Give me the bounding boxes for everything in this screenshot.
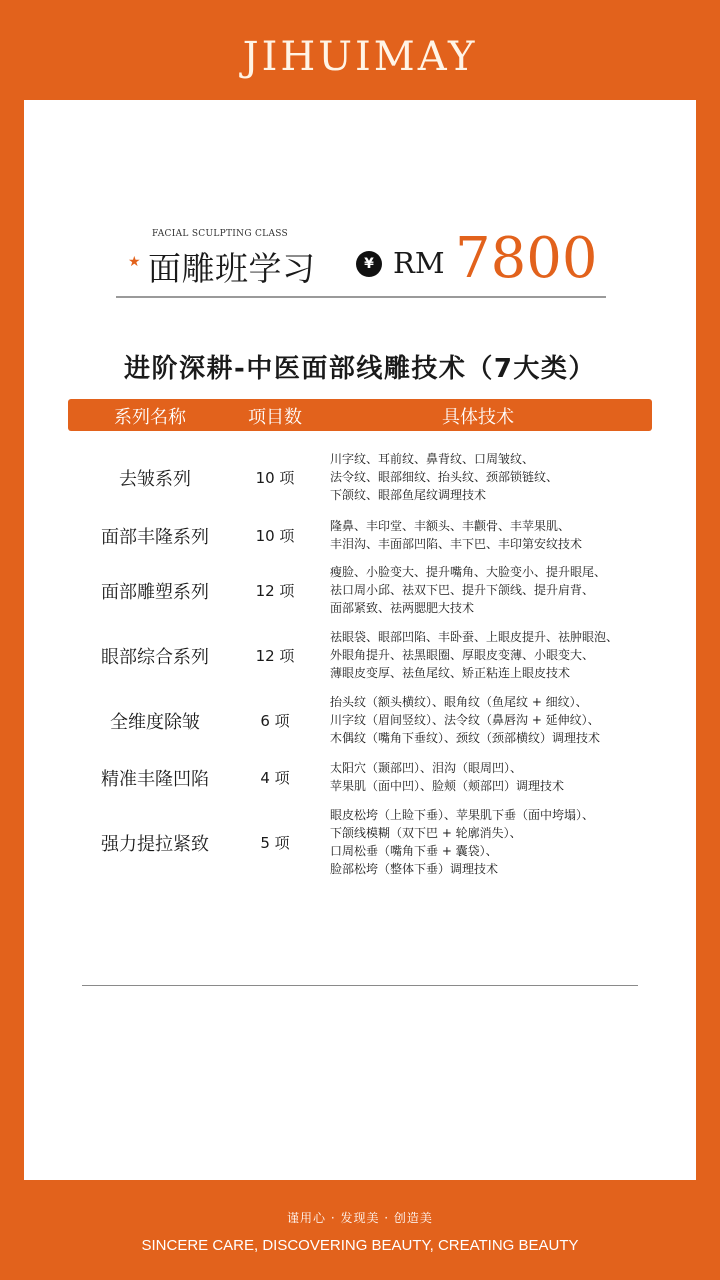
technique-line: 隆鼻、丰印堂、丰额头、丰颧骨、丰苹果肌、	[330, 519, 571, 533]
table-header	[68, 399, 652, 431]
technique-line: 川字纹、耳前纹、鼻背纹、口周皱纹、	[330, 452, 535, 466]
technique-list	[330, 628, 660, 682]
technique-line: 苹果肌（面中凹）、脸颊（颊部凹）调理技术	[330, 779, 565, 793]
yen-circle-icon: ¥	[356, 251, 382, 277]
technique-line: 脸部松垮（整体下垂）调理技术	[330, 862, 499, 876]
technique-line: 太阳穴（颞部凹）、泪沟（眼周凹）、	[330, 761, 523, 775]
item-count: 5 项	[260, 834, 290, 852]
class-title: 面雕班学习	[148, 249, 316, 288]
technique-list	[330, 450, 660, 504]
technique-list	[330, 759, 660, 795]
technique-line: 丰泪沟、丰面部凹陷、丰下巴、丰印第安纹技术	[330, 537, 583, 551]
column-header-count: 项目数	[248, 407, 302, 428]
technique-line: 瘦脸、小脸变大、提升嘴角、大脸变小、提升眼尾、	[330, 565, 607, 579]
technique-line: 面部紧致、祛两腮肥大技术	[330, 601, 475, 615]
item-count: 4 项	[260, 769, 290, 787]
item-count: 10 项	[255, 469, 295, 487]
star-icon: ★	[128, 254, 141, 270]
footer-slogan-en: SINCERE CARE, DISCOVERING BEAUTY, CREATING BEAUTY	[141, 1237, 579, 1254]
series-name: 精准丰隆凹陷	[101, 769, 209, 790]
footer-slogan-cn: 谨用心 · 发现美 · 创造美	[287, 1211, 433, 1225]
technique-line: 眼皮松垮（上睑下垂）、苹果肌下垂（面中垮塌）、	[330, 808, 595, 822]
technique-line: 口周松垂（嘴角下垂 + 囊袋）、	[330, 844, 498, 858]
technique-line: 川字纹（眉间竖纹）、法令纹（鼻唇沟 + 延伸纹）、	[330, 713, 600, 727]
divider	[82, 985, 638, 986]
series-name: 全维度除皱	[110, 712, 200, 733]
technique-line: 抬头纹（额头横纹）、眼角纹（鱼尾纹 + 细纹）、	[330, 695, 588, 709]
technique-list	[330, 517, 660, 553]
series-name: 强力提拉紧致	[101, 834, 209, 855]
technique-list	[330, 806, 660, 878]
series-name: 去皱系列	[119, 469, 191, 490]
brand-logo: JIHUIMAY	[242, 34, 478, 80]
technique-line: 法令纹、眼部细纹、抬头纹、颈部锁链纹、	[330, 470, 559, 484]
technique-line: 薄眼皮变厚、祛鱼尾纹、矫正粘连上眼皮技术	[330, 666, 571, 680]
series-name: 面部雕塑系列	[101, 582, 209, 603]
item-count: 12 项	[255, 647, 295, 665]
section-title: 进阶深耕-中医面部线雕技术（7大类）	[124, 354, 596, 384]
item-count: 6 项	[260, 712, 290, 730]
price-value: 7800	[455, 226, 598, 291]
technique-line: 外眼角提升、祛黑眼圈、厚眼皮变薄、小眼变大、	[330, 648, 595, 662]
item-count: 10 项	[255, 527, 295, 545]
column-header-name: 系列名称	[114, 407, 186, 428]
series-name: 眼部综合系列	[101, 647, 209, 668]
currency-label: RM	[393, 246, 445, 280]
technique-line: 祛眼袋、眼部凹陷、丰卧蚕、上眼皮提升、祛肿眼泡、	[330, 630, 619, 644]
technique-line: 下颌线模糊（双下巴 + 轮廓消失）、	[330, 826, 522, 840]
technique-line: 祛口周小邱、祛双下巴、提升下颌线、提升肩背、	[330, 583, 595, 597]
series-name: 面部丰隆系列	[101, 527, 209, 548]
technique-list	[330, 563, 660, 617]
divider	[116, 296, 606, 298]
technique-line: 下颌纹、眼部鱼尾纹调理技术	[330, 488, 487, 502]
column-header-techniques: 具体技术	[442, 407, 514, 428]
item-count: 12 项	[255, 582, 295, 600]
class-english-label: FACIAL SCULPTING CLASS	[152, 229, 289, 239]
technique-list	[330, 693, 660, 747]
technique-line: 木偶纹（嘴角下垂纹）、颈纹（颈部横纹）调理技术	[330, 731, 601, 745]
